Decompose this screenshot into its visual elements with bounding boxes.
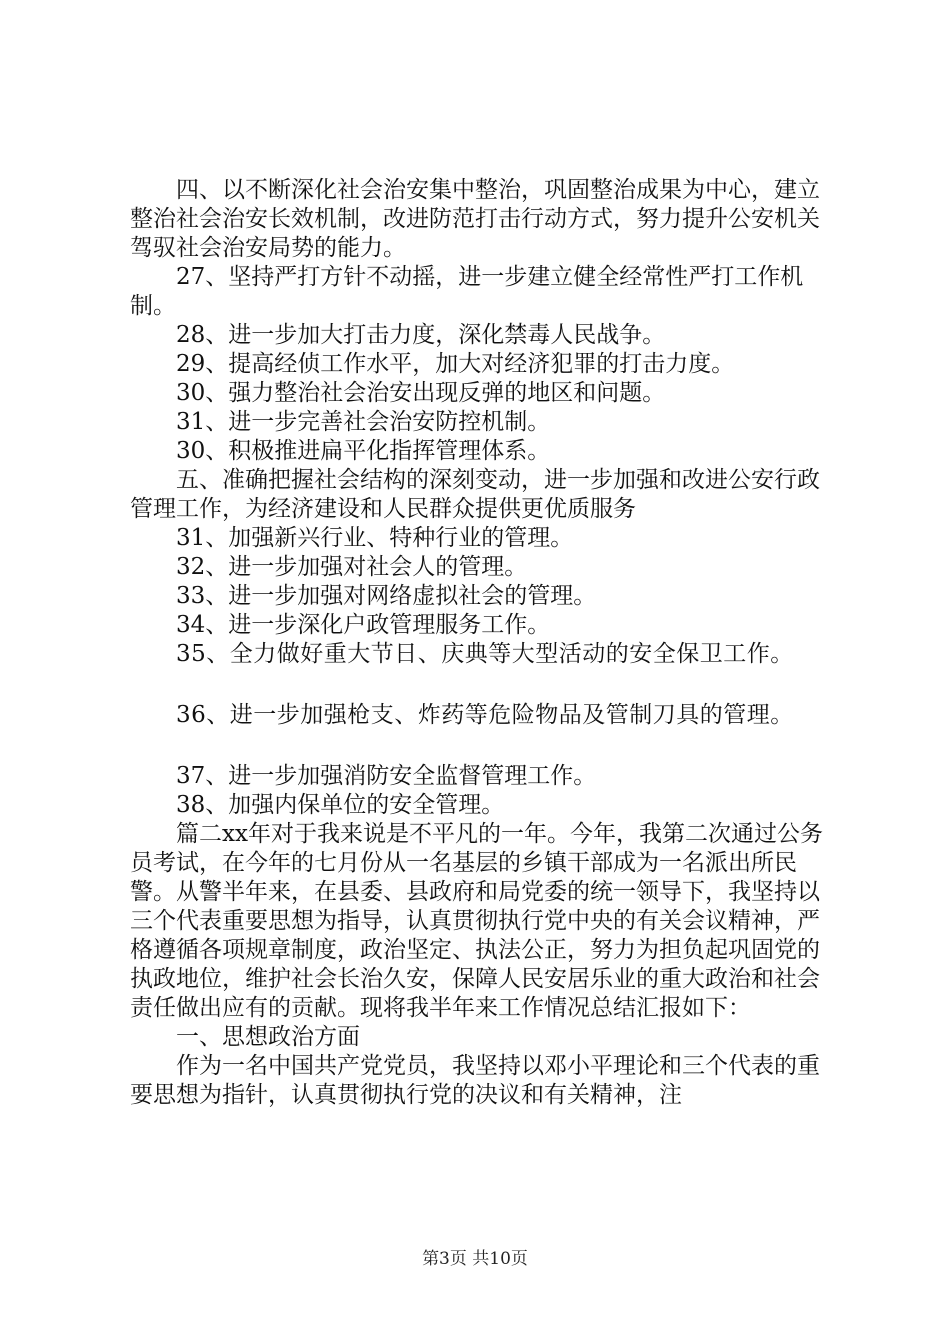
paragraph-item-33: 33、进一步加强对网络虚拟社会的管理。 [176, 583, 597, 609]
paragraph-item-31a: 31、进一步完善社会治安防控机制。 [176, 409, 551, 435]
paragraph-ideology-body: 作为一名中国共产党党员，我坚持以邓小平理论和三个代表的重要思想为指针，认真贯彻执行党的决议和有关精神，注 [130, 1053, 820, 1108]
paragraph-item-35: 35、全力做好重大节日、庆典等大型活动的安全保卫工作。 [176, 641, 794, 667]
paragraph-item-32: 32、进一步加强对社会人的管理。 [176, 554, 528, 580]
paragraph-section-5: 五、准确把握社会结构的深刻变动，进一步加强和改进公安行政管理工作，为经济建设和人民群众提供更优质服务 [130, 467, 820, 522]
paragraph-heading-ideology: 一、思想政治方面 [176, 1024, 360, 1050]
paragraph-item-28: 28、进一步加大打击力度，深化禁毒人民战争。 [176, 322, 666, 348]
paragraph-item-36: 36、进一步加强枪支、炸药等危险物品及管制刀具的管理。 [176, 702, 794, 728]
paragraph-item-27: 27、坚持严打方针不动摇，进一步建立健全经常性严打工作机制。 [130, 264, 804, 319]
paragraph-item-34: 34、进一步深化户政管理服务工作。 [176, 612, 551, 638]
paragraph-item-30b: 30、积极推进扁平化指挥管理体系。 [176, 438, 551, 464]
paragraph-section-4: 四、以不断深化社会治安集中整治，巩固整治成果为中心，建立整治社会治安长效机制，改进防范打击行动方式，努力提升公安机关驾驭社会治安局势的能力。 [130, 177, 820, 261]
paragraph-item-38: 38、加强内保单位的安全管理。 [176, 792, 505, 818]
paragraph-item-29: 29、提高经侦工作水平，加大对经济犯罪的打击力度。 [176, 351, 735, 377]
paragraph-item-37: 37、进一步加强消防安全监督管理工作。 [176, 763, 597, 789]
paragraph-item-30a: 30、强力整治社会治安出现反弹的地区和问题。 [176, 380, 666, 406]
document-body [130, 176, 830, 1110]
paragraph-item-31b: 31、加强新兴行业、特种行业的管理。 [176, 525, 574, 551]
paragraph-part-2: 篇二xx年对于我来说是不平凡的一年。今年，我第二次通过公务员考试，在今年的七月份从一名基层的乡镇干部成为一名派出所民警。从警半年来，在县委、县政府和局党委的统一领导下，我坚持以三个代表重要思想为指导，认真贯彻执行党中央的有关会议精神，严格遵循各项规章制度，政治坚定、执法公正，努力为担负起巩固党的执政地位，维护社会长治久安，保障人民安居乐业的重大政治和社会责任做出应有的贡献。现将我半年来工作情况总结汇报如下： [130, 821, 823, 1021]
page-number-footer: 第3页 共10页 [422, 1249, 528, 1269]
